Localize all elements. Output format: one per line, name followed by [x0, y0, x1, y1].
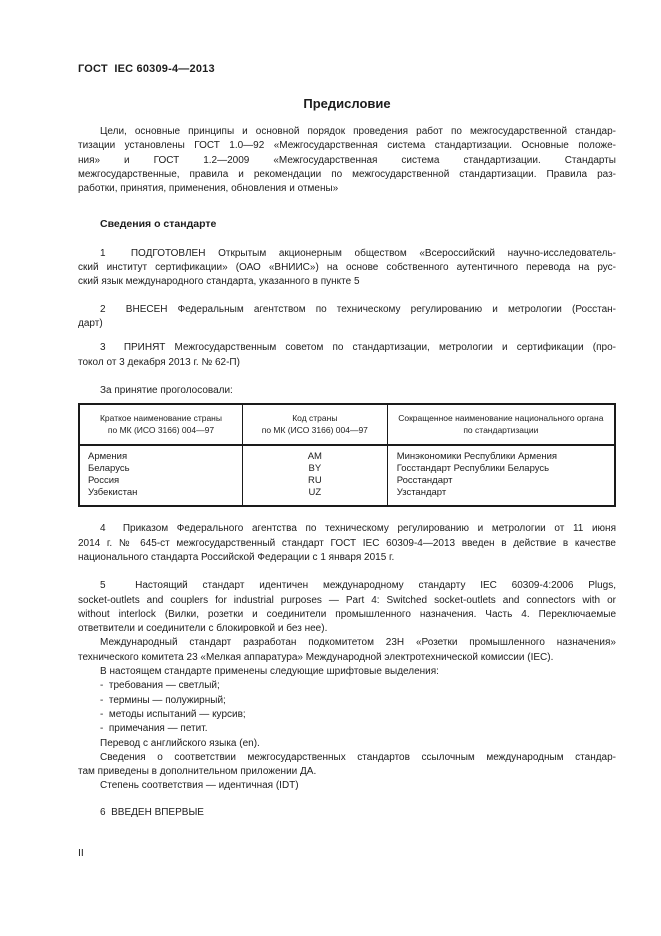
document-body: [78, 125, 616, 820]
table-cell: [79, 445, 242, 506]
text-line: Сведения о соответствии межгосударственных стандартов ссылочным международным стандар-: [100, 751, 616, 763]
text-line: национального стандарта Российской Федерации с 1 января 2015 г.: [78, 551, 395, 563]
table-header-cell: [242, 404, 387, 445]
text-line: ский институт сертификации» (ОАО «ВНИИС») на основе собственного аутентичного перевода на рус-: [78, 262, 616, 274]
cell-line: Армения: [88, 451, 128, 463]
table-head: [79, 404, 615, 445]
text-line: ния» и ГОСТ 1.2—2009 «Межгосударственная система стандартизации. Стандарты: [78, 154, 616, 166]
page-title: Предисловие: [303, 96, 391, 111]
vote-caption: За принятие проголосовали:: [100, 384, 233, 396]
header-line: Краткое наименование страны: [99, 413, 222, 424]
cell-line: RU: [307, 474, 322, 486]
table-body-row: [79, 445, 615, 506]
doc-number: ГОСТ IEC 60309-4—2013: [78, 63, 215, 75]
page-number: II: [78, 847, 84, 859]
table-header-cell: [79, 404, 242, 445]
list-item: - примечания — петит.: [100, 723, 208, 735]
text-line: технического комитета 23 «Мелкая аппаратура» Международной электротехнической комиссии (IEC).: [78, 651, 554, 663]
header-line: Код страны: [292, 413, 338, 424]
paragraph: [78, 522, 616, 565]
paragraph: [78, 341, 616, 370]
cell-line: Росстандарт: [396, 474, 453, 486]
conformity-degree: Степень соответствия — идентичная (IDT): [100, 780, 299, 792]
text-line: ответвители и соединители с блокировкой и без нее).: [78, 623, 328, 635]
cell-line: Госстандарт Республики Беларусь: [396, 462, 550, 474]
paragraph: [78, 303, 616, 332]
header-line: Сокращенное наименование национального органа: [398, 413, 604, 424]
vote-table: [78, 403, 616, 507]
text-line: 1 ПОДГОТОВЛЕН Открытым акционерным обществом «Всероссийский научно-исследователь-: [100, 247, 616, 259]
paragraph: [78, 751, 616, 780]
text-line: 3 ПРИНЯТ Межгосударственным советом по стандартизации, метрологии и сертификации (про-: [100, 342, 616, 354]
font-styles-intro: В настоящем стандарте применены следующие шрифтовые выделения:: [100, 666, 439, 678]
paragraph: [78, 579, 616, 636]
cell-line: Минэкономики Республики Армения: [396, 451, 558, 463]
text-line: дарт): [78, 317, 103, 329]
table-header-cell: [387, 404, 615, 445]
text-line: socket-outlets and couplers for industrial purposes — Part 4: Switched socket-outlets and connectors with or: [78, 594, 616, 606]
cell-line: Узстандарт: [396, 486, 447, 498]
table-header-row: [79, 404, 615, 445]
cell-line: Беларусь: [88, 462, 130, 474]
header-line: по стандартизации: [463, 424, 539, 435]
list-item: - требования — светлый;: [100, 680, 220, 692]
text-line: межгосударственные, правила и рекомендации по межгосударственной стандартизации. Правила раз-: [78, 168, 616, 180]
text-line: without interlock (Вилки, розетки и соединители промышленного назначения. Часть 4. Переключаемые: [78, 608, 616, 620]
text-line: Международный стандарт разработан подкомитетом 23Н «Розетки промышленного назначения»: [100, 637, 616, 649]
header-line: по МК (ИСО 3166) 004—97: [261, 424, 368, 435]
text-line: 4 Приказом Федерального агентства по техническому регулированию и метрологии от 11 июня: [100, 523, 616, 535]
cell-line: AM: [307, 451, 322, 463]
text-line: там приведены в дополнительном приложении ДА.: [78, 766, 317, 778]
paragraph: [78, 636, 616, 665]
table-body: [79, 445, 615, 506]
text-line: работки, принятия, применения, обновления и отмены»: [78, 183, 339, 195]
cell-line: UZ: [308, 486, 322, 498]
translation-note: Перевод с английского языка (en).: [100, 737, 260, 749]
text-line: ский язык международного стандарта, указанного в пункте 5: [78, 276, 360, 288]
format-list: [78, 679, 616, 736]
text-line: токол от 3 декабря 2013 г. № 62-П): [78, 356, 240, 368]
list-item: - термины — полужирный;: [100, 694, 226, 706]
paragraph: [78, 247, 616, 290]
text-line: 5 Настоящий стандарт идентичен международному стандарту IEC 60309-4:2006 Plugs,: [100, 580, 616, 592]
text-line: тизации установлены ГОСТ 1.0—92 «Межгосударственная система стандартизации. Основные положе-: [78, 140, 616, 152]
list-item: - методы испытаний — курсив;: [100, 708, 246, 720]
cell-line: Россия: [88, 474, 120, 486]
text-line: 2014 г. № 645-ст межгосударственный стандарт ГОСТ IEC 60309-4—2013 введен в действие в качестве: [78, 537, 616, 549]
section-heading: Сведения о стандарте: [100, 218, 217, 231]
cell-line: Узбекистан: [88, 486, 138, 498]
clause-6: 6 ВВЕДЕН ВПЕРВЫЕ: [100, 806, 204, 818]
text-line: 2 ВНЕСЕН Федеральным агентством по техническому регулированию и метрологии (Росстан-: [100, 303, 616, 315]
table-cell: [242, 445, 387, 506]
page-content: [78, 62, 616, 820]
table-cell: [387, 445, 615, 506]
paragraph: [78, 125, 616, 196]
header-line: по МК (ИСО 3166) 004—97: [107, 424, 215, 435]
text-line: Цели, основные принципы и основной порядок проведения работ по межгосударственной стандар-: [100, 126, 616, 137]
cell-line: BY: [308, 462, 322, 474]
